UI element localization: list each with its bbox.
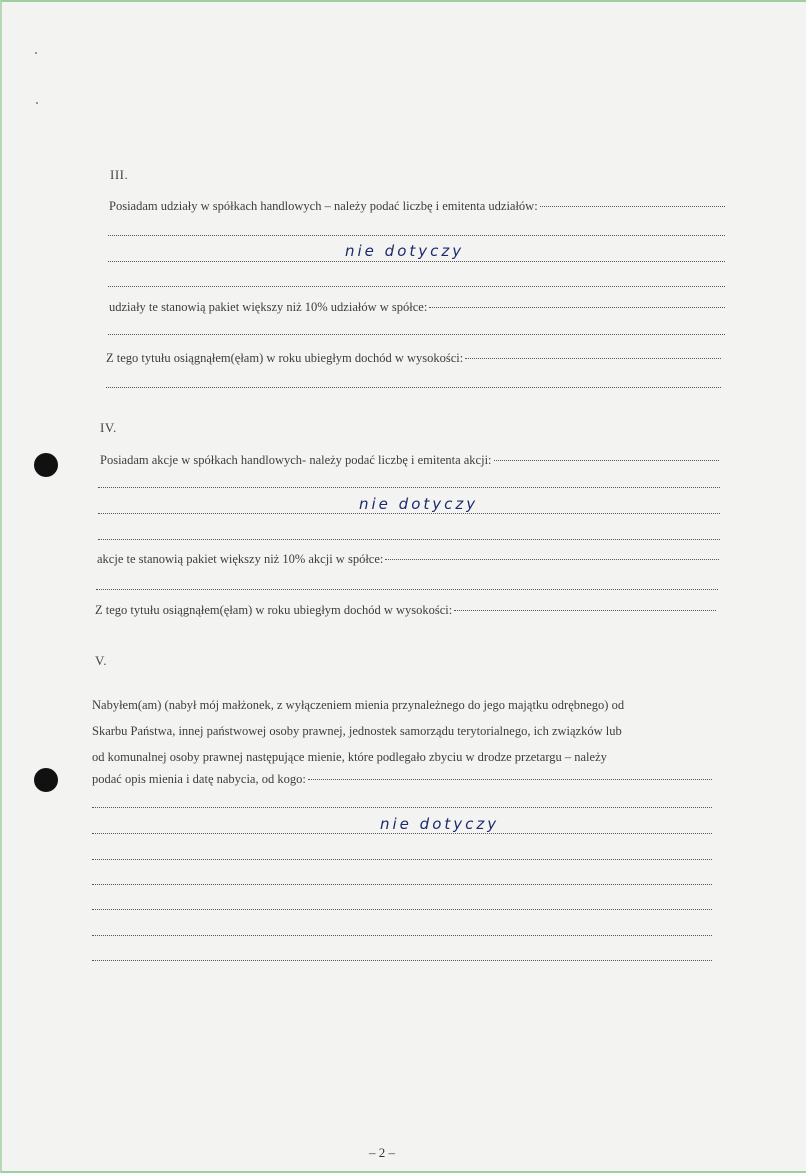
dotted-line bbox=[96, 589, 718, 590]
dotted-line bbox=[98, 487, 720, 488]
section-4-shares-label: Posiadam akcje w spółkach handlowych- należy podać liczbę i emitenta akcji: bbox=[100, 453, 492, 467]
dotted-line bbox=[108, 261, 725, 262]
dotted-line bbox=[92, 935, 712, 936]
dotted-fill bbox=[465, 357, 721, 359]
section-3-handwritten-answer: nie dotyczy bbox=[345, 242, 465, 260]
section-4-income-label: Z tego tytułu osiągnąłem(ęłam) w roku ubiegłym dochód w wysokości: bbox=[95, 603, 453, 617]
section-5-handwritten-answer: nie dotyczy bbox=[380, 815, 500, 833]
section-3-income-line bbox=[106, 351, 721, 366]
page-number: – 2 – bbox=[369, 1145, 395, 1160]
section-3-shares-line bbox=[109, 199, 725, 214]
dotted-line bbox=[92, 807, 712, 808]
section-3-income-label: Z tego tytułu osiągnąłem(ęłam) w roku ubiegłym dochód w wysokości: bbox=[106, 351, 464, 365]
paragraph-line: Nabyłem(am) (nabył mój małżonek, z wyłączeniem mienia przynależnego do jego majątku odrębnego) od bbox=[92, 698, 625, 712]
section-3-package-line bbox=[109, 300, 725, 315]
dotted-fill bbox=[429, 306, 725, 308]
section-3-shares-label: Posiadam udziały w spółkach handlowych – należy podać liczbę i emitenta udziałów: bbox=[109, 199, 538, 213]
dotted-fill bbox=[454, 609, 716, 611]
dotted-line bbox=[98, 513, 720, 514]
section-4-package-line bbox=[97, 552, 719, 567]
section-4-income-line bbox=[95, 603, 716, 618]
section-4-package-label: akcje te stanowią pakiet większy niż 10% akcji w spółce: bbox=[97, 552, 384, 566]
dotted-line bbox=[92, 833, 712, 834]
paragraph-line: Skarbu Państwa, innej państwowej osoby prawnej, jednostek samorządu terytorialnego, ich związków lub bbox=[92, 724, 622, 738]
dotted-line bbox=[106, 387, 721, 388]
dotted-line bbox=[92, 960, 712, 961]
dotted-line bbox=[108, 286, 725, 287]
scan-speck bbox=[36, 102, 38, 104]
punch-hole-bottom bbox=[34, 768, 58, 792]
dotted-line bbox=[108, 334, 725, 335]
dotted-fill bbox=[308, 778, 712, 780]
dotted-line bbox=[92, 884, 712, 885]
dotted-line bbox=[92, 859, 712, 860]
punch-hole-top bbox=[34, 453, 58, 477]
scan-speck bbox=[35, 52, 37, 54]
section-5-heading: V. bbox=[95, 653, 107, 668]
section-5-last-line bbox=[92, 772, 712, 787]
section-3-heading: III. bbox=[110, 167, 129, 182]
dotted-fill bbox=[385, 558, 719, 560]
section-5-paragraph bbox=[92, 692, 716, 770]
section-4-heading: IV. bbox=[100, 420, 117, 435]
dotted-fill bbox=[540, 205, 725, 207]
dotted-line bbox=[98, 539, 720, 540]
section-4-shares-line bbox=[100, 453, 719, 468]
section-5-last-label: podać opis mienia i datę nabycia, od kogo: bbox=[92, 772, 306, 786]
section-4-handwritten-answer: nie dotyczy bbox=[359, 495, 479, 513]
section-3-package-label: udziały te stanowią pakiet większy niż 10% udziałów w spółce: bbox=[109, 300, 428, 314]
paragraph-line: od komunalnej osoby prawnej następujące mienie, które podlegało zbyciu w drodze przetargu – należy bbox=[92, 750, 607, 764]
dotted-line bbox=[92, 909, 712, 910]
dotted-line bbox=[108, 235, 725, 236]
dotted-fill bbox=[494, 459, 719, 461]
